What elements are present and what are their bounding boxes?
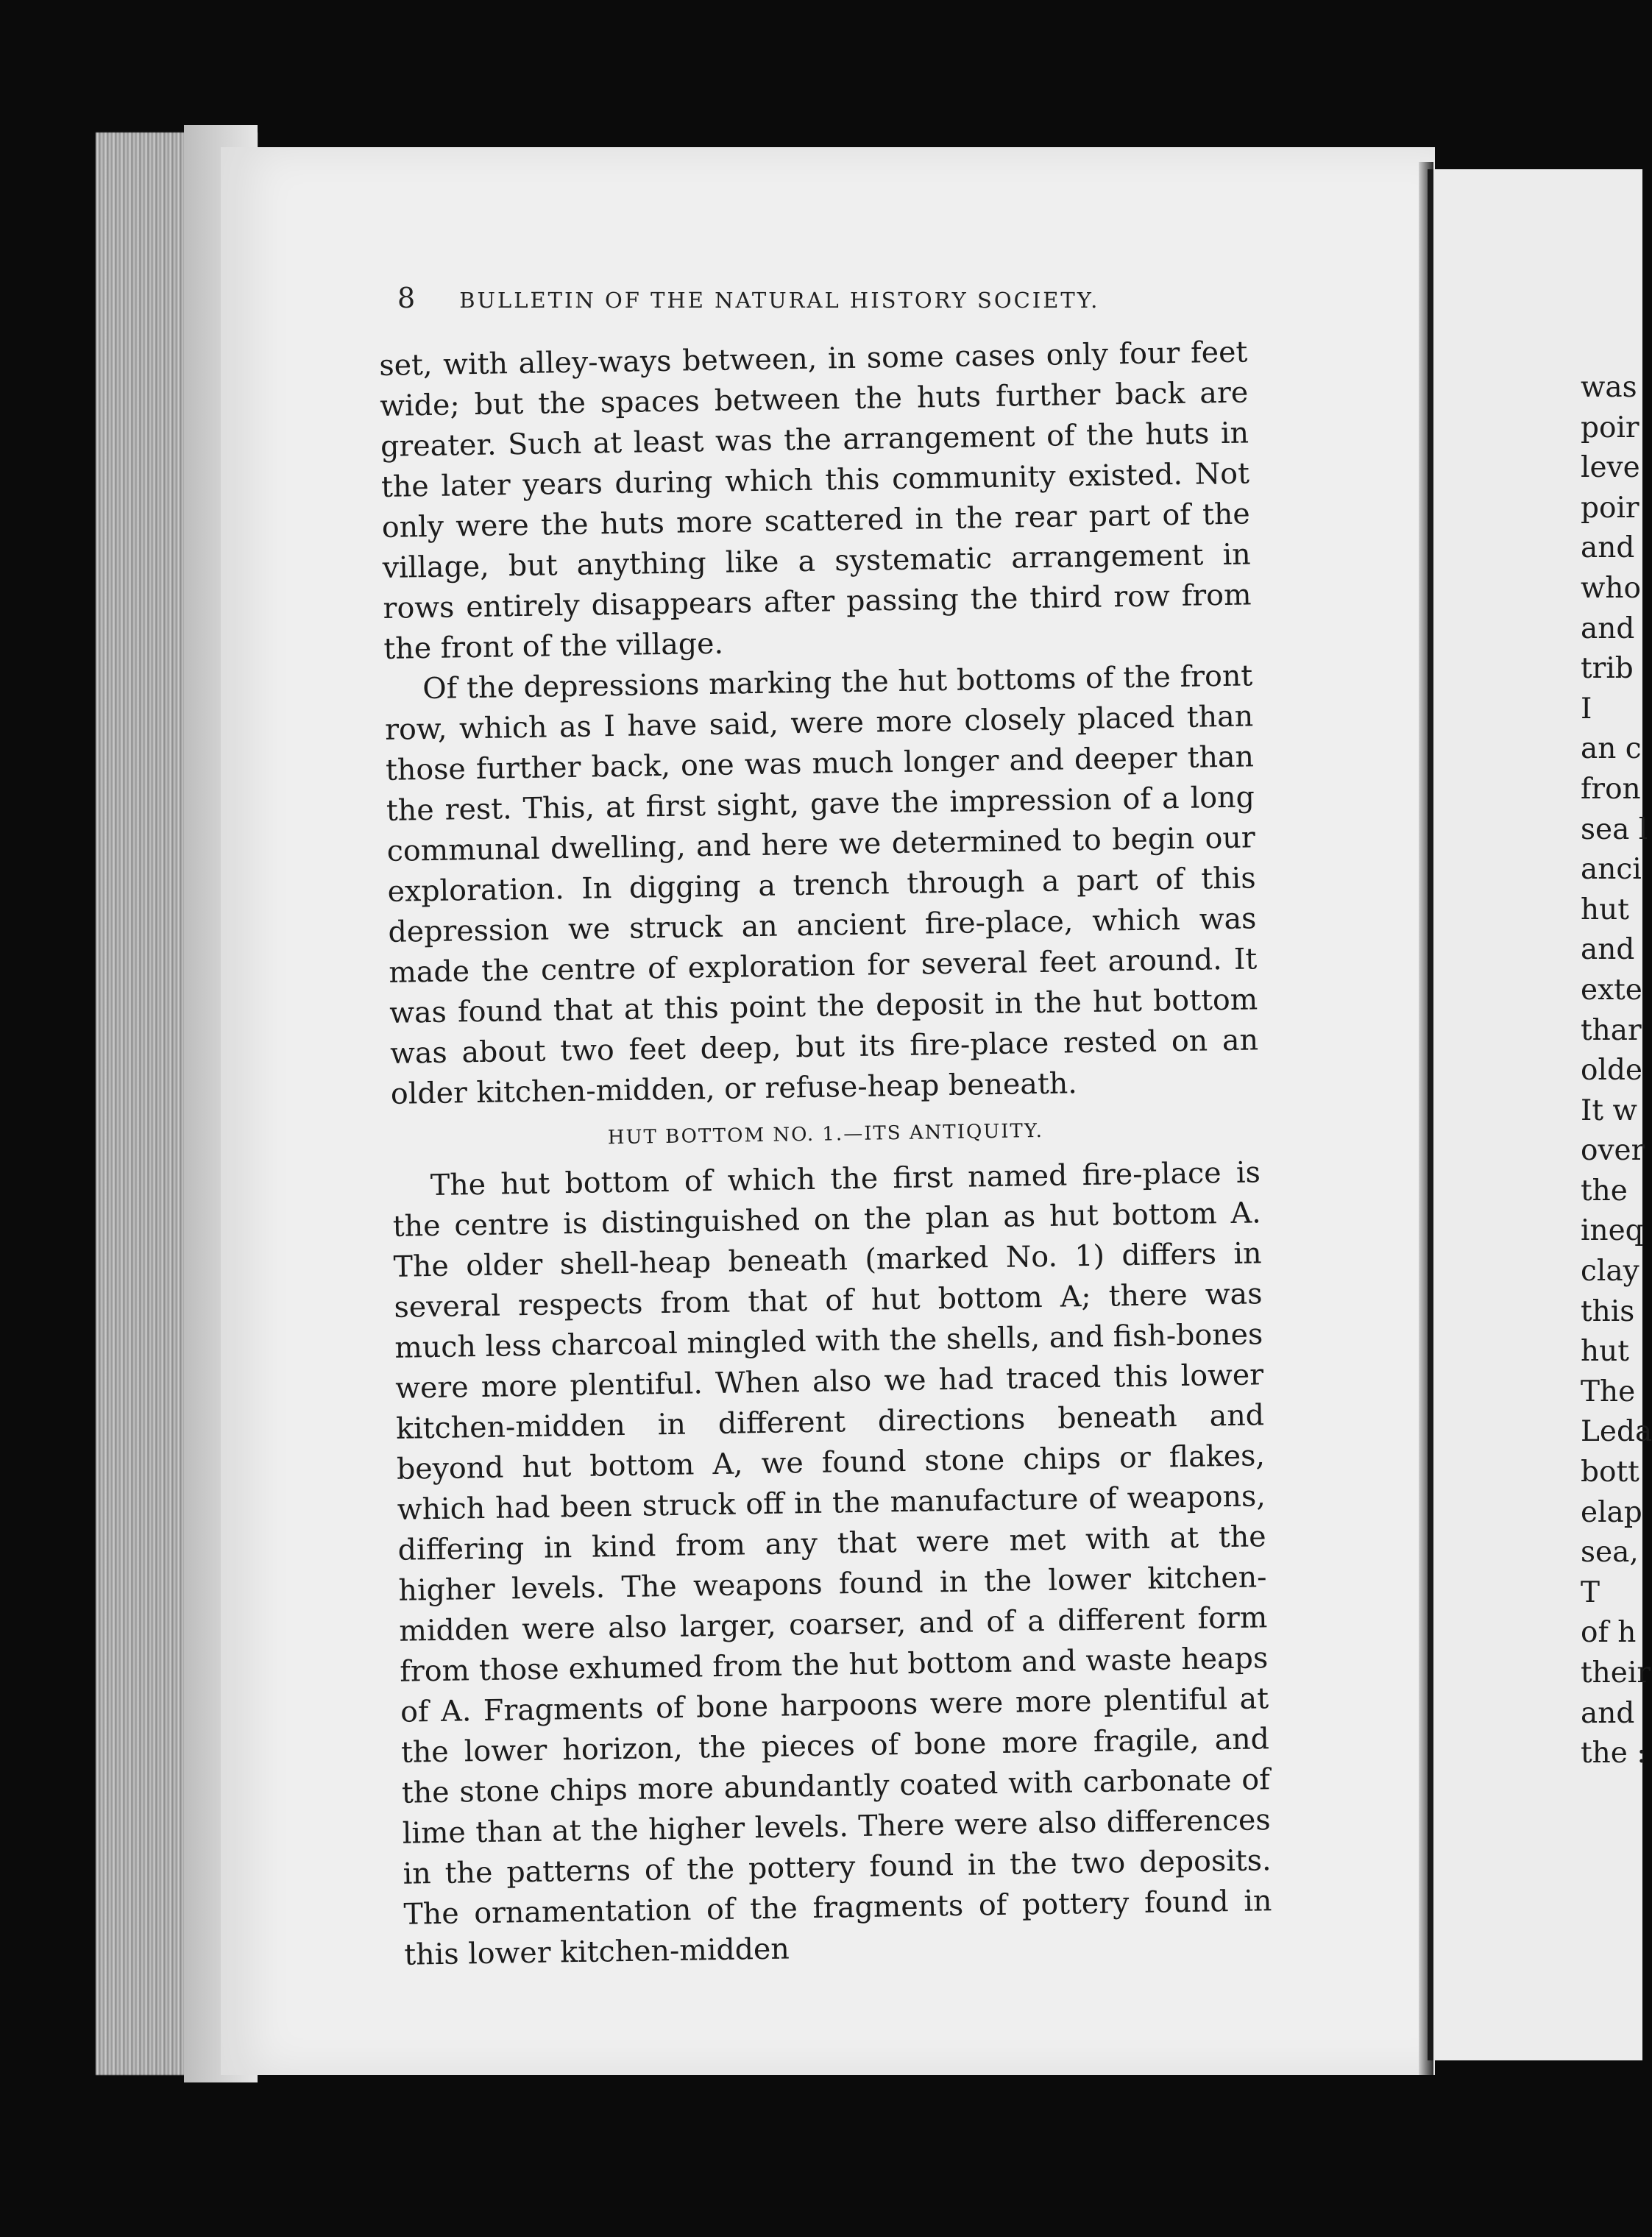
facing-page-line: and (1581, 933, 1635, 967)
facing-page-text-fragments (1581, 368, 1652, 1774)
facing-page-line: T (1581, 1575, 1600, 1609)
facing-page-line: hut (1581, 1335, 1629, 1369)
facing-page-line: elap (1581, 1495, 1642, 1529)
facing-page-line: and (1581, 531, 1635, 565)
facing-page-line: who (1581, 571, 1641, 605)
facing-page-line: sea, (1581, 1536, 1639, 1570)
facing-page-line: fron (1581, 772, 1641, 806)
paragraph-3: The hut bottom of which the first named fire-place is the centre is distinguished on the plan as hut bottom A. The older shell-heap beneath (marked No. 1) differs in several respects from that of hut bottom A; there was much less charcoal mingled with the shells, and fish-bones were more plentiful. When also we had traced this lower kitchen-midden in different directions beneath and beyond hut bottom A, we found stone chips or flakes, which had been struck off in the manufacture of weapons, differing in kind from any that were met with at the higher levels. The weapons found in the lower kitchen-midden were also larger, coarser, and of a different form from those exhumed from the hut bottom and waste heaps of A. Fragments of bone harpoons were more plentiful at the lower horizon, the pieces of bone more fragile, and the stone chips more abundantly coated with carbonate of lime than at the higher levels. There were also differences in the patterns of the pottery found in the two deposits. The ornamentation of the fragments of pottery found in this lower kitchen-midden (392, 1155, 1272, 1972)
facing-page-line: and (1581, 1696, 1635, 1730)
running-title: BULLETIN OF THE NATURAL HISTORY SOCIETY. (459, 288, 1100, 313)
facing-page-line: hut (1581, 893, 1629, 926)
body-text (379, 332, 1273, 1975)
facing-page-line: this (1581, 1294, 1635, 1328)
facing-page-line: It w (1581, 1093, 1637, 1127)
facing-page-line: an c (1581, 732, 1642, 766)
facing-page-line: leve (1581, 451, 1640, 485)
facing-page-line: clay (1581, 1255, 1639, 1288)
facing-page-line: the (1581, 1174, 1628, 1208)
facing-page-line: poir (1581, 491, 1639, 525)
facing-page-line: I (1581, 692, 1592, 726)
facing-page-line: and (1581, 611, 1635, 645)
facing-page-line: the : (1581, 1737, 1647, 1770)
facing-page-line: was (1581, 371, 1637, 404)
page-number: 8 (397, 282, 416, 314)
paragraph-1: set, with alley-ways between, in some cases only four feet wide; but the spaces between the huts further back are greater. Such at least was the arrangement of the huts in the later years during which this community existed. Not only were the huts more scattered in the rear part of the village, but anything like a systematic arrangement in rows entirely disappears after passing the third row from the front of the village. (379, 335, 1252, 666)
facing-page-line: Leda (1581, 1415, 1652, 1449)
facing-page-line: anci (1581, 853, 1642, 887)
facing-page-line: exte (1581, 973, 1642, 1007)
facing-page-line: ineq (1581, 1214, 1644, 1248)
facing-page-line: of h (1581, 1616, 1637, 1650)
section-heading: HUT BOTTOM NO. 1.—ITS ANTIQUITY. (607, 1119, 1044, 1149)
paragraph-2: Of the depressions marking the hut bottoms of the front row, which as I have said, were more closely placed than those further back, one was much longer and deeper than the rest. This, at first sight, gave the impression of a long communal dwelling, and here we determined to begin our exploration. In digging a trench through a part of this depression we struck an ancient fire-place, which was made the centre of exploration for several feet around. It was found that at this point the deposit in the hut bottom was about two feet deep, but its fire-place rested on an older kitchen-midden, or refuse-heap beneath. (384, 659, 1259, 1111)
facing-page-line: poir (1581, 411, 1639, 444)
facing-page-line: trib (1581, 652, 1634, 686)
facing-page-line: thar (1581, 1013, 1642, 1047)
facing-page-line: over (1581, 1134, 1645, 1168)
facing-page-line: olde (1581, 1054, 1642, 1088)
facing-page-line: sea l (1581, 812, 1648, 846)
running-head (397, 282, 1332, 314)
facing-page-line: The (1581, 1375, 1636, 1408)
facing-page-line: their (1581, 1656, 1651, 1690)
facing-page-line: bott (1581, 1456, 1639, 1489)
